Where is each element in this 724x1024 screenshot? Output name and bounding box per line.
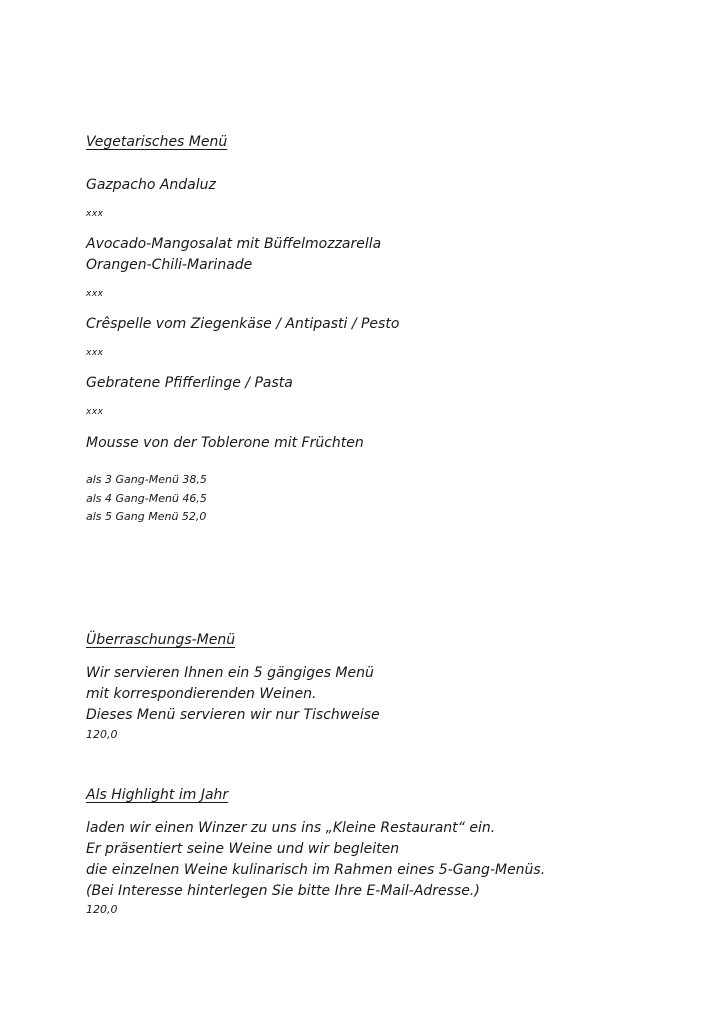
- vegetarian-heading: Vegetarisches Menü: [86, 134, 228, 150]
- surprise-line-3: Dieses Menü servieren wir nur Tischweise: [86, 707, 380, 723]
- course-2-line-2: Orangen-Chili-Marinade: [86, 257, 253, 273]
- price-3-course: als 3 Gang-Menü 38,5: [86, 473, 207, 486]
- course-separator: xxx: [86, 348, 104, 358]
- highlight-line-2: Er präsentiert seine Weine und wir begleiten: [86, 841, 400, 857]
- price-5-course: als 5 Gang Menü 52,0: [86, 510, 207, 523]
- surprise-line-2: mit korrespondierenden Weinen.: [86, 686, 317, 702]
- course-separator: xxx: [86, 289, 104, 299]
- highlight-line-3: die einzelnen Weine kulinarisch im Rahmen eines 5-Gang-Menüs.: [86, 862, 546, 878]
- highlight-line-1: laden wir einen Winzer zu uns ins „Kleine Restaurant“ ein.: [86, 820, 496, 836]
- course-5: Mousse von der Toblerone mit Früchten: [86, 435, 364, 451]
- surprise-heading: Überraschungs-Menü: [86, 632, 236, 648]
- course-2-line-1: Avocado-Mangosalat mit Büffelmozzarella: [86, 236, 382, 252]
- highlight-heading: Als Highlight im Jahr: [86, 787, 229, 803]
- surprise-line-1: Wir servieren Ihnen ein 5 gängiges Menü: [86, 665, 374, 681]
- course-separator: xxx: [86, 209, 104, 219]
- course-3: Crêspelle vom Ziegenkäse / Antipasti / Pesto: [86, 316, 400, 332]
- price-4-course: als 4 Gang-Menü 46,5: [86, 492, 207, 505]
- course-1: Gazpacho Andaluz: [86, 177, 216, 193]
- highlight-price: 120,0: [86, 903, 118, 916]
- course-4: Gebratene Pfifferlinge / Pasta: [86, 375, 293, 391]
- highlight-line-4: (Bei Interesse hinterlegen Sie bitte Ihre E-Mail-Adresse.): [86, 883, 480, 899]
- course-separator: xxx: [86, 407, 104, 417]
- surprise-price: 120,0: [86, 728, 118, 741]
